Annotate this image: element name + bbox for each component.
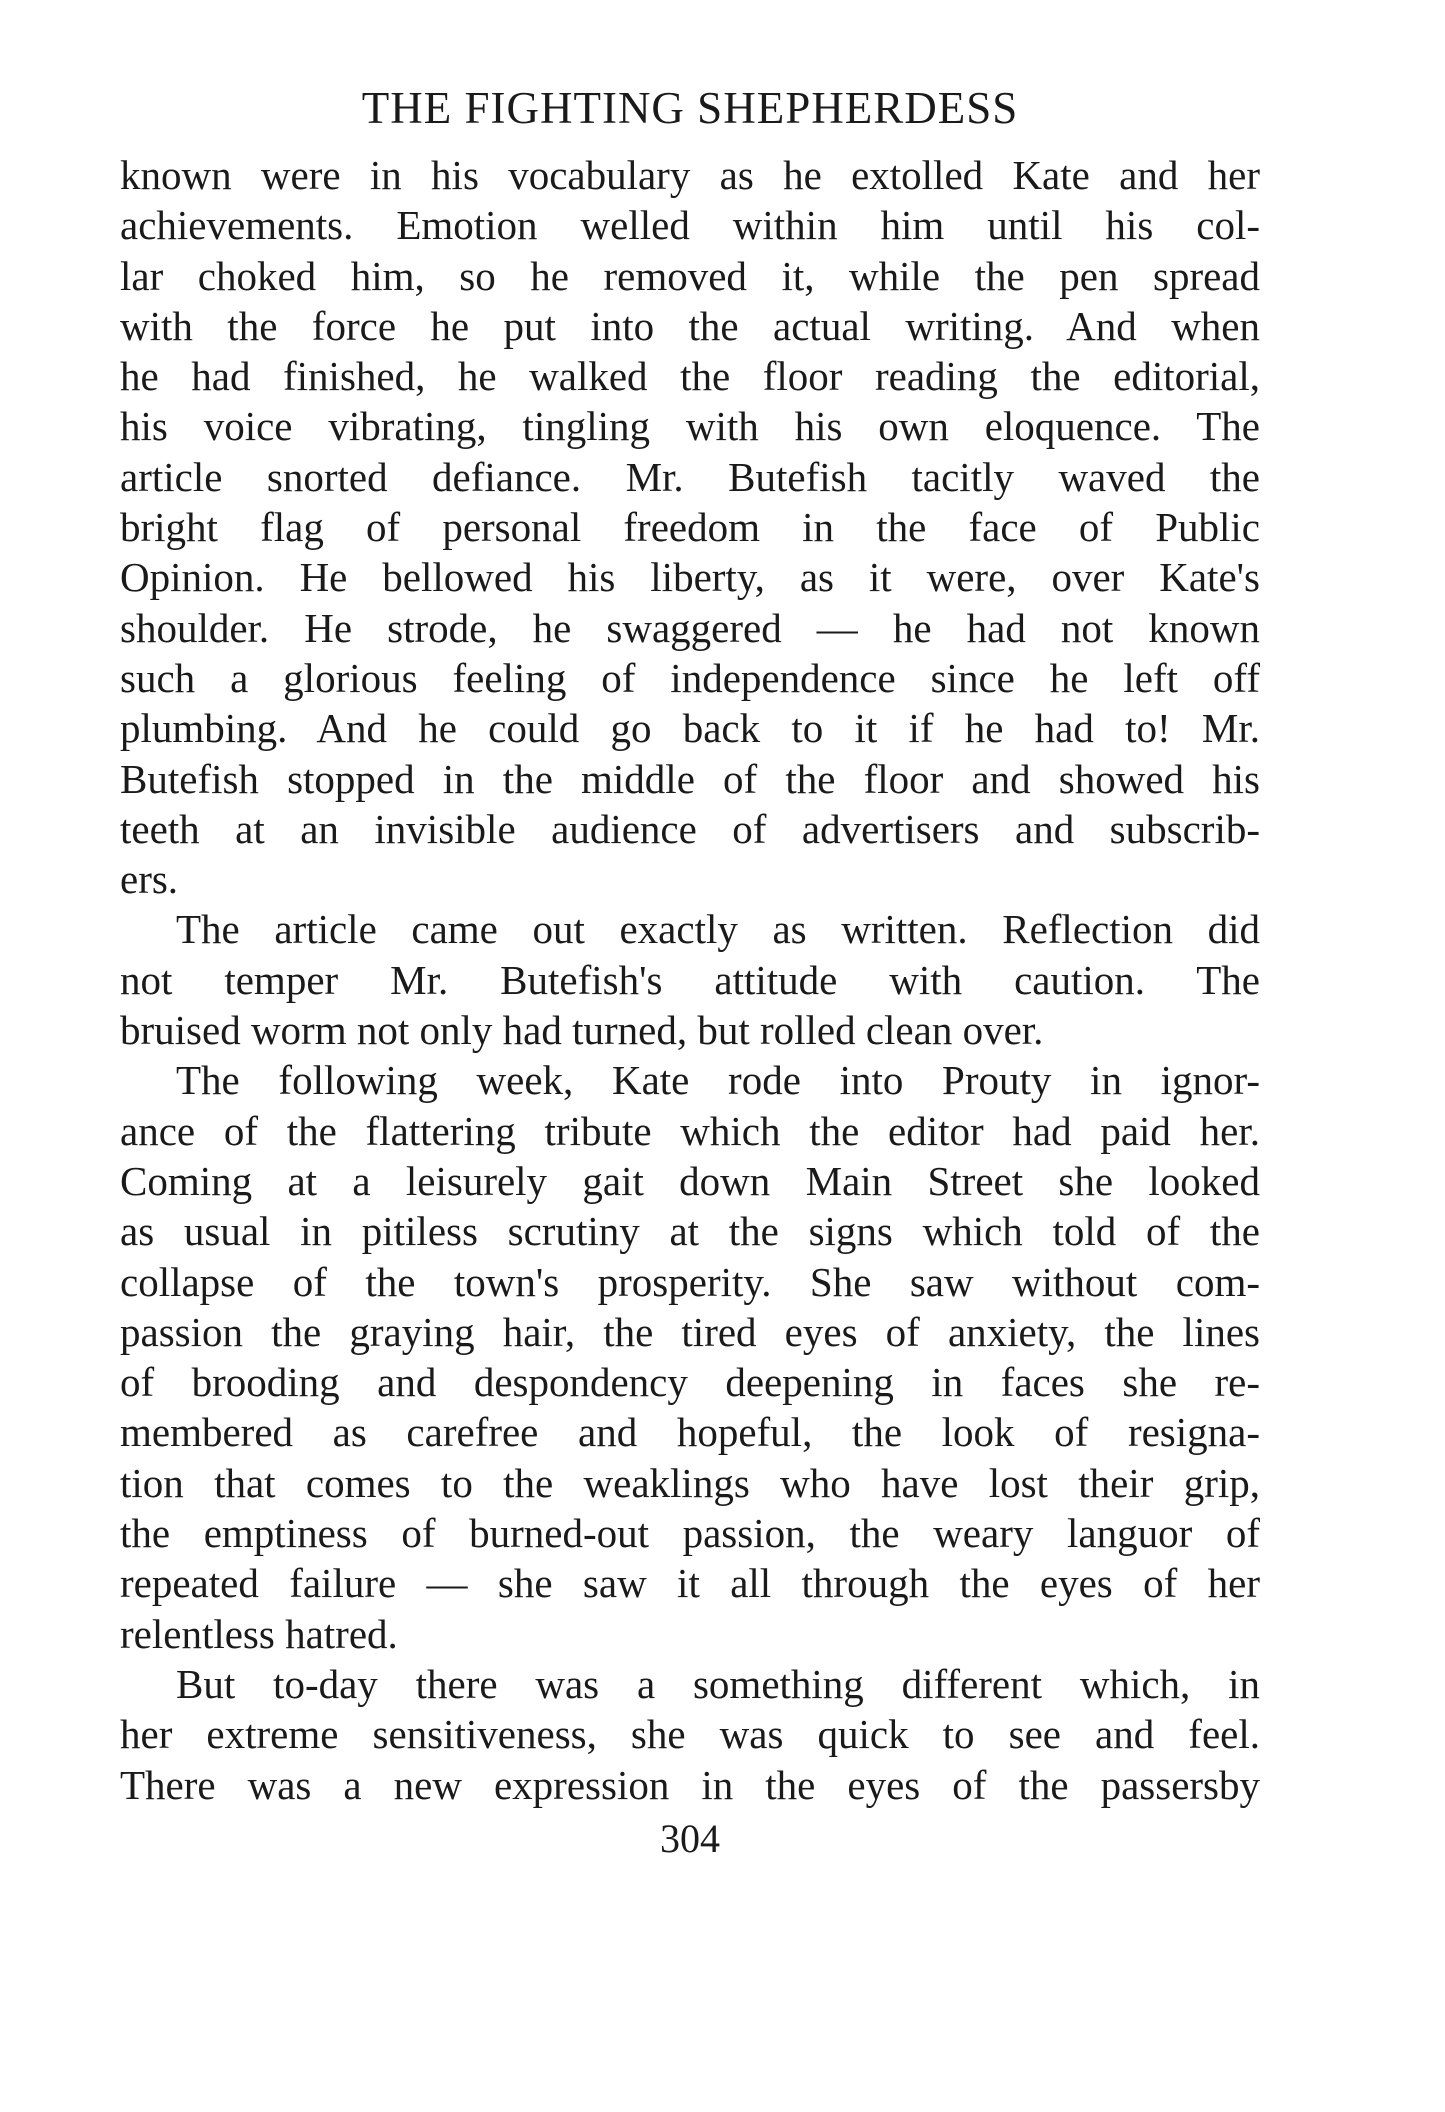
- text-line: bruised worm not only had turned, but rolled clean over.: [120, 1007, 1044, 1054]
- paragraph: [120, 904, 1260, 1055]
- text-line: relentless hatred.: [120, 1610, 398, 1657]
- text-line: membered as carefree and hopeful, the look of resigna-: [120, 1409, 1260, 1456]
- book-page: [120, 78, 1260, 1864]
- text-line: shoulder. He strode, he swaggered — he had not known: [120, 604, 1260, 651]
- text-line: bright flag of personal freedom in the face of Public: [120, 504, 1260, 551]
- text-line: There was a new expression in the eyes of the passersby: [120, 1761, 1260, 1808]
- text-line: plumbing. And he could go back to it if he had to! Mr.: [120, 705, 1260, 752]
- text-line: article snorted defiance. Mr. Butefish tacitly waved the: [120, 453, 1260, 500]
- text-line: collapse of the town's prosperity. She saw without com-: [120, 1258, 1260, 1305]
- text-line: not temper Mr. Butefish's attitude with caution. The: [120, 956, 1260, 1003]
- text-line: ers.: [120, 856, 179, 903]
- text-line: with the force he put into the actual writing. And when: [120, 302, 1260, 349]
- body-text: [120, 150, 1260, 1810]
- text-line: But to-day there was a something different which, in: [176, 1660, 1260, 1707]
- text-line: repeated failure — she saw it all through the eyes of her: [120, 1560, 1260, 1607]
- text-line: of brooding and despondency deepening in faces she re-: [120, 1359, 1260, 1406]
- text-line: tion that comes to the weaklings who have lost their grip,: [120, 1459, 1260, 1506]
- text-line: The article came out exactly as written. Reflection did: [176, 906, 1260, 953]
- text-line: Opinion. He bellowed his liberty, as it were, over Kate's: [120, 554, 1260, 601]
- text-line: The following week, Kate rode into Prouty in ignor-: [176, 1057, 1260, 1104]
- text-line: his voice vibrating, tingling with his own eloquence. The: [120, 403, 1260, 450]
- text-line: ance of the flattering tribute which the editor had paid her.: [120, 1107, 1260, 1154]
- paragraph: [120, 1055, 1260, 1659]
- text-line: Butefish stopped in the middle of the floor and showed his: [120, 755, 1260, 802]
- text-line: her extreme sensitiveness, she was quick to see and feel.: [120, 1711, 1260, 1758]
- running-head: THE FIGHTING SHEPHERDESS: [361, 83, 1019, 133]
- paragraph: [120, 150, 1260, 904]
- text-line: known were in his vocabulary as he extolled Kate and her: [120, 152, 1260, 198]
- text-line: achievements. Emotion welled within him until his col-: [120, 202, 1260, 249]
- text-line: teeth at an invisible audience of advertisers and subscrib-: [120, 805, 1260, 852]
- text-line: as usual in pitiless scrutiny at the signs which told of the: [120, 1208, 1260, 1255]
- page-number: 304: [660, 1815, 720, 1861]
- text-line: the emptiness of burned-out passion, the weary languor of: [120, 1510, 1260, 1557]
- text-line: he had finished, he walked the floor reading the editorial,: [120, 353, 1260, 400]
- text-line: lar choked him, so he removed it, while the pen spread: [120, 252, 1260, 299]
- text-line: such a glorious feeling of independence since he left off: [120, 654, 1260, 701]
- text-line: Coming at a leisurely gait down Main Street she looked: [120, 1157, 1260, 1204]
- text-line: passion the graying hair, the tired eyes of anxiety, the lines: [120, 1308, 1260, 1355]
- paragraph: [120, 1659, 1260, 1810]
